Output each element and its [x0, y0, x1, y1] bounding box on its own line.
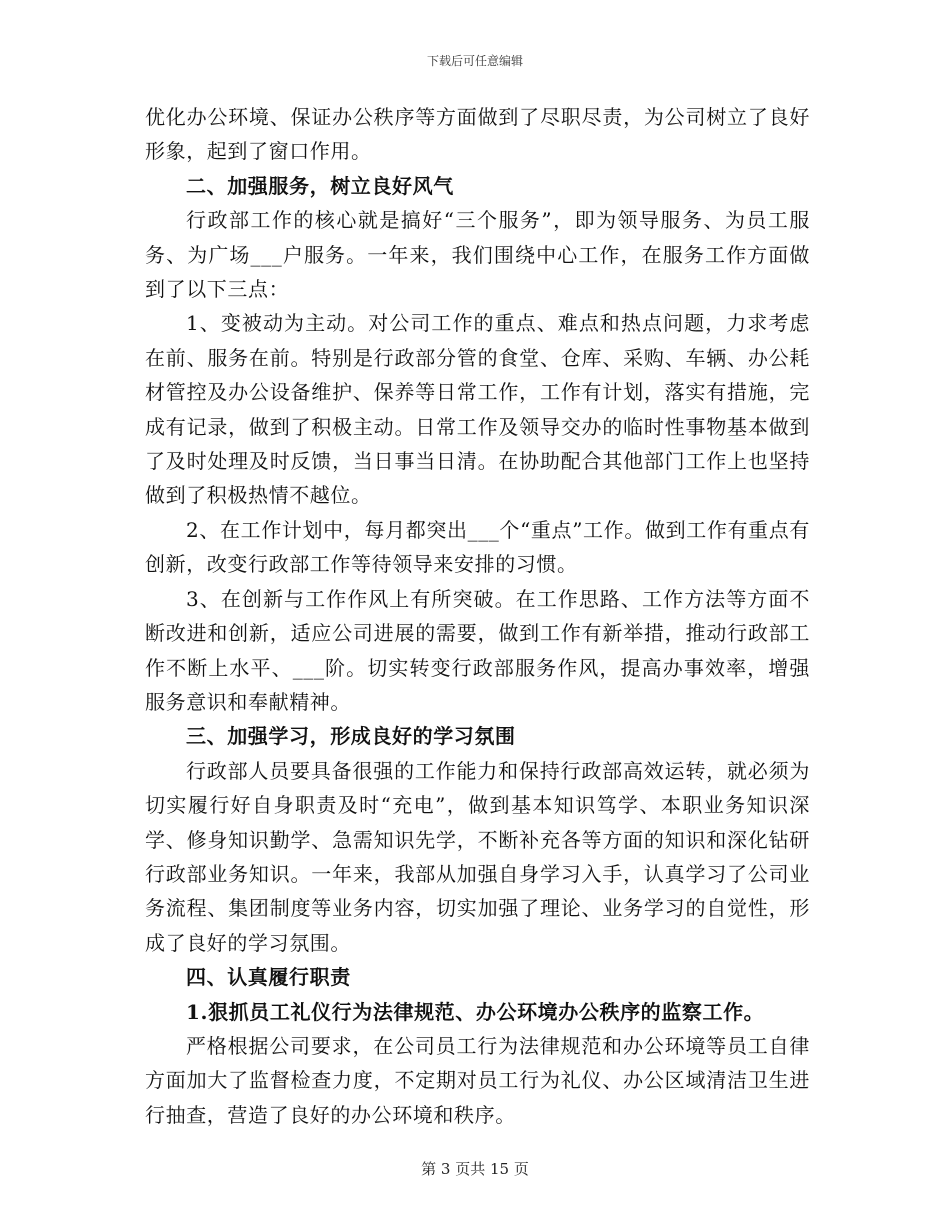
section-heading-duties: 四、认真履行职责: [186, 965, 351, 990]
paragraph-point-2: 2、在工作计划中，每月都突出___个“重点”工作。做到工作有重点有创新，改变行政部工作等待领导来安排的习惯。: [145, 517, 810, 577]
section-heading-service: 二、加强服务，树立良好风气: [186, 173, 454, 198]
section-heading-learning: 三、加强学习，形成良好的学习氛围: [186, 724, 516, 749]
document-body: [145, 100, 810, 1132]
paragraph-point-1: 1、变被动为主动。对公司工作的重点、难点和热点问题，力求考虑在前、服务在前。特别是行政部分管的食堂、仓库、采购、车辆、办公耗材管控及办公设备维护、保养等日常工作，工作有计划，落实有措施，完成有记录，做到了积极主动。日常工作及领导交办的临时性事物基本做到了及时处理及时反馈，当日事当日清。在协助配合其他部门工作上也坚持做到了积极热情不越位。: [145, 311, 810, 508]
paragraph-continuation: 优化办公环境、保证办公秩序等方面做到了尽职尽责，为公司树立了良好形象，起到了窗口作用。: [145, 105, 810, 164]
page-number-footer: 第 3 页共 15 页: [421, 1160, 529, 1178]
paragraph-point-3: 3、在创新与工作作风上有所突破。在工作思路、工作方法等方面不断改进和创新，适应公司进展的需要，做到工作有新举措，推动行政部工作不断上水平、___阶。切实转变行政部服务作风，提高办事效率，增强服务意识和奉献精神。: [145, 586, 810, 714]
paragraph-supervision: 严格根据公司要求，在公司员工行为法律规范和办公环境等员工自律方面加大了监督检查力度，不定期对员工行为礼仪、办公区域清洁卫生进行抽查，营造了良好的办公环境和秩序。: [145, 1033, 810, 1127]
paragraph-service-intro: 行政部工作的核心就是搞好“三个服务”，即为领导服务、为员工服务、为广场___户服务。一年来，我们围绕中心工作，在服务工作方面做到了以下三点：: [145, 208, 810, 302]
page-header: 下载后可任意编辑: [426, 54, 523, 68]
paragraph-learning: 行政部人员要具备很强的工作能力和保持行政部高效运转，就必须为切实履行好自身职责及时“充电”，做到基本知识笃学、本职业务知识深学、修身知识勤学、急需知识先学，不断补充各等方面的知识和深化钻研行政部业务知识。一年来，我部从加强自身学习入手，认真学习了公司业务流程、集团制度等业务内容，切实加强了理论、业务学习的自觉性，形成了良好的学习氛围。: [145, 758, 810, 955]
subheading-supervision: 1.狠抓员工礼仪行为法律规范、办公环境办公秩序的监察工作。: [186, 999, 765, 1024]
